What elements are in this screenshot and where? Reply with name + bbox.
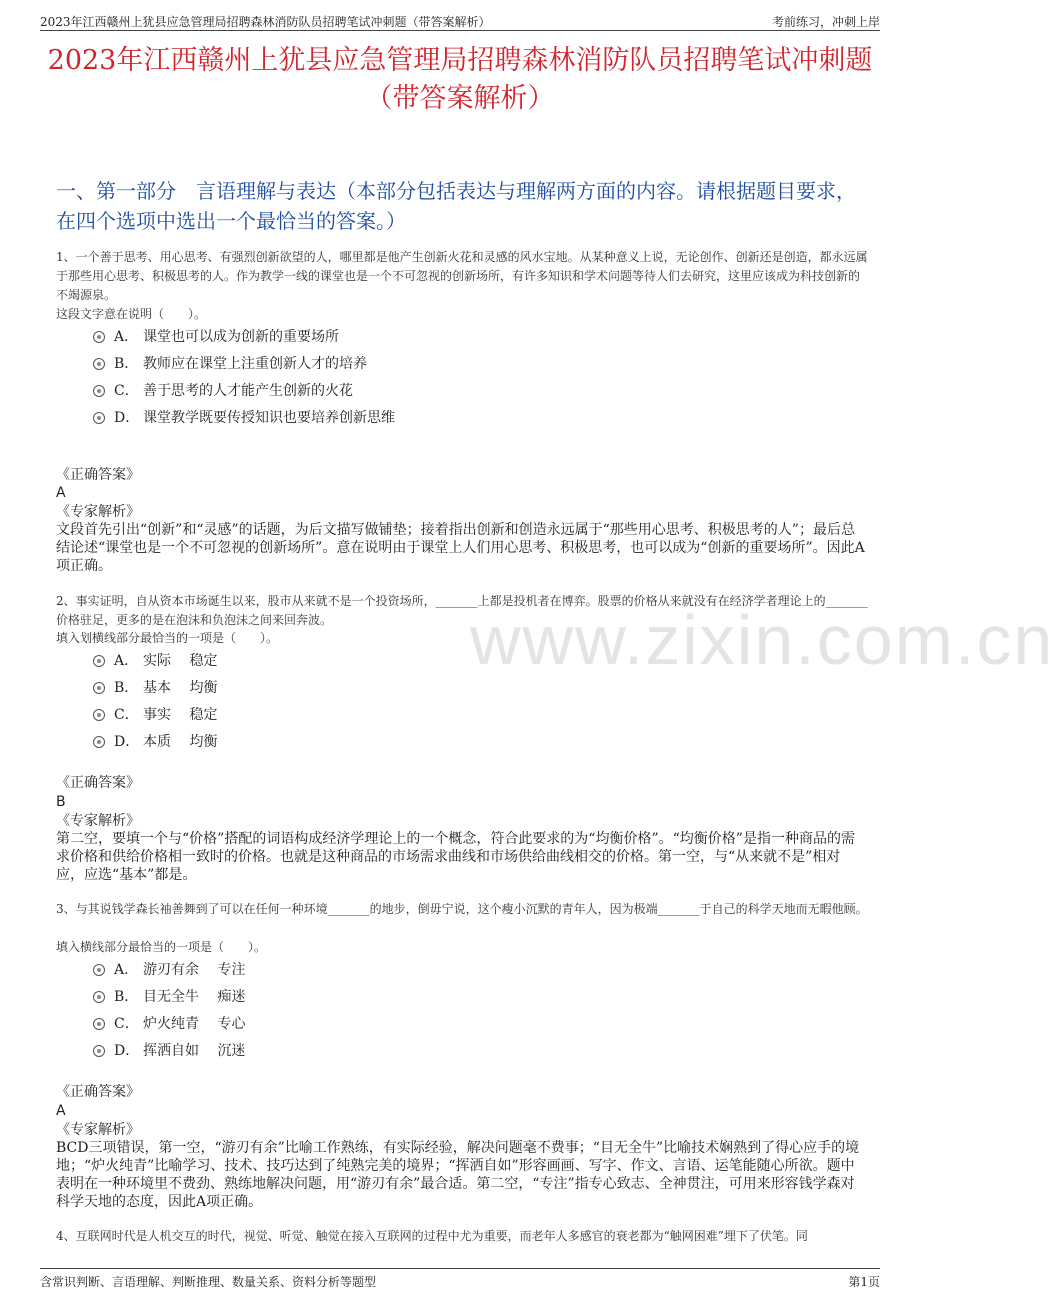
radio-icon[interactable] bbox=[93, 1018, 105, 1030]
radio-icon[interactable] bbox=[93, 964, 105, 976]
option-letter: C． bbox=[114, 1016, 139, 1032]
watermark: www.zixin.com.cn bbox=[470, 601, 1054, 679]
question-3-answer: A bbox=[56, 1103, 66, 1119]
question-1-prompt: 这段文字意在说明（ ）。 bbox=[56, 307, 207, 321]
option-text: 教师应在课堂上注重创新人才的培养 bbox=[143, 356, 367, 372]
option-text: 炉火纯青 专心 bbox=[143, 1016, 246, 1032]
option-letter: C． bbox=[114, 383, 139, 399]
question-1-stem: 1、一个善于思考、用心思考、有强烈创新欲望的人，哪里都是他产生创新火花和灵感的风水宝地。从某种意义上说，无论创作、创新还是创造，都永远属于那些用心思考、积极思考的人。作为教学一线的课堂也是一个不可忽视的创新场所，有许多知识和学术问题等待人们去研究，这里应该成为科技创新的不竭源泉。 bbox=[56, 250, 868, 302]
option-text: 课堂教学既要传授知识也要培养创新思维 bbox=[143, 410, 395, 426]
page-title: 2023年江西赣州上犹县应急管理局招聘森林消防队员招聘笔试冲刺题（带答案解析） bbox=[47, 45, 873, 114]
question-3-analysis-label: 《专家解析》 bbox=[56, 1122, 140, 1138]
option-letter: B． bbox=[114, 680, 139, 696]
option-text: 本质 均衡 bbox=[143, 734, 218, 750]
option-letter: D． bbox=[114, 1043, 140, 1059]
option-letter: B． bbox=[114, 356, 139, 372]
radio-icon[interactable] bbox=[93, 385, 105, 397]
option-text: 游刃有余 专注 bbox=[143, 962, 246, 978]
question-1-answer: A bbox=[56, 485, 66, 501]
option-letter: C． bbox=[114, 707, 139, 723]
option-text: 实际 稳定 bbox=[143, 653, 218, 669]
question-3-analysis: BCD三项错误，第一空，“游刃有余”比喻工作熟练，有实际经验，解决问题毫不费事；“目无全牛”比喻技术娴熟到了得心应手的境地；“炉火纯青”比喻学习、技术、技巧达到了纯熟完美的境界；“挥洒自如”形容画画、写字、作文、言语、运笔能随心所欲。题中表明在一种环境里不费劲、熟练地解决问题，用“游刃有余”最合适。第二空，“专注”指专心致志、全神贯注，可用来形容钱学森对科学天地的态度，因此A项正确。 bbox=[56, 1140, 860, 1210]
question-2-analysis-label: 《专家解析》 bbox=[56, 813, 140, 829]
question-2-answer: B bbox=[56, 794, 66, 810]
radio-icon[interactable] bbox=[93, 1045, 105, 1057]
radio-icon[interactable] bbox=[93, 655, 105, 667]
option-text: 事实 稳定 bbox=[143, 707, 218, 723]
question-4-stem: 4、互联网时代是人机交互的时代，视觉、听觉、触觉在接入互联网的过程中尤为重要，而老年人多感官的衰老都为“触网困难”埋下了伏笔。同 bbox=[56, 1229, 808, 1243]
question-3-stem: 3、与其说钱学森长袖善舞到了可以在任何一种环境_______的地步，倒毋宁说，这个瘦小沉默的青年人，因为极端_______于自己的科学天地而无暇他顾。 bbox=[56, 902, 868, 916]
page-footer bbox=[40, 1268, 880, 1291]
question-1-answer-label: 《正确答案》 bbox=[56, 467, 140, 483]
option-text: 善于思考的人才能产生创新的火花 bbox=[143, 383, 353, 399]
radio-icon[interactable] bbox=[93, 331, 105, 343]
footer-description: 含常识判断、言语理解、判断推理、数量关系、资料分析等题型 bbox=[40, 1275, 377, 1289]
radio-icon[interactable] bbox=[93, 358, 105, 370]
radio-icon[interactable] bbox=[93, 709, 105, 721]
option-letter: B． bbox=[114, 989, 139, 1005]
option-text: 挥洒自如 沉迷 bbox=[143, 1043, 246, 1059]
radio-icon[interactable] bbox=[93, 736, 105, 748]
question-2-answer-label: 《正确答案》 bbox=[56, 775, 140, 791]
option-letter: D． bbox=[114, 410, 140, 426]
option-letter: A． bbox=[114, 329, 139, 345]
page-number: 第1页 bbox=[848, 1275, 880, 1289]
question-3-answer-label: 《正确答案》 bbox=[56, 1084, 140, 1100]
option-letter: A． bbox=[114, 962, 139, 978]
question-2-prompt: 填入划横线部分最恰当的一项是（ ）。 bbox=[56, 631, 279, 645]
header-document-title: 2023年江西赣州上犹县应急管理局招聘森林消防队员招聘笔试冲刺题（带答案解析） bbox=[40, 15, 491, 29]
radio-icon[interactable] bbox=[93, 682, 105, 694]
section-heading: 一、第一部分 言语理解与表达（本部分包括表达与理解两方面的内容。请根据题目要求，在四个选项中选出一个最恰当的答案。） bbox=[56, 179, 856, 233]
header-slogan: 考前练习，冲刺上岸 bbox=[771, 15, 880, 29]
question-1-analysis: 文段首先引出“创新”和“灵感”的话题，为后文描写做铺垫；接着指出创新和创造永远属于“那些用心思考、积极思考的人”；最后总结论述“课堂也是一个不可忽视的创新场所”。意在说明由于课堂上人们用心思考、积极思考，也可以成为“创新的重要场所”。因此A项正确。 bbox=[56, 522, 865, 574]
question-2-analysis: 第二空，要填一个与“价格”搭配的词语构成经济学理论上的一个概念，符合此要求的为“均衡价格”。“均衡价格”是指一种商品的需求价格和供给价格相一致时的价格。也就是这种商品的市场需求曲线和市场供给曲线相交的价格。第一空，与“从来就不是”相对应，应选“基本”都是。 bbox=[56, 831, 855, 883]
option-letter: D． bbox=[114, 734, 140, 750]
page-header bbox=[40, 10, 880, 31]
option-text: 目无全牛 痴迷 bbox=[143, 989, 246, 1005]
question-2-stem: 2、事实证明，自从资本市场诞生以来，股市从来就不是一个投资场所，_______上都是投机者在博弈。股票的价格从来就没有在经济学者理论上的_______价格驻足，更多的是在泡沫和负泡沫之间来回奔波。 bbox=[56, 594, 868, 627]
option-text: 课堂也可以成为创新的重要场所 bbox=[143, 329, 339, 345]
question-3-prompt: 填入横线部分最恰当的一项是（ ）。 bbox=[56, 940, 267, 954]
radio-icon[interactable] bbox=[93, 991, 105, 1003]
option-text: 基本 均衡 bbox=[143, 680, 218, 696]
radio-icon[interactable] bbox=[93, 412, 105, 424]
option-letter: A． bbox=[114, 653, 139, 669]
question-1-analysis-label: 《专家解析》 bbox=[56, 504, 140, 520]
